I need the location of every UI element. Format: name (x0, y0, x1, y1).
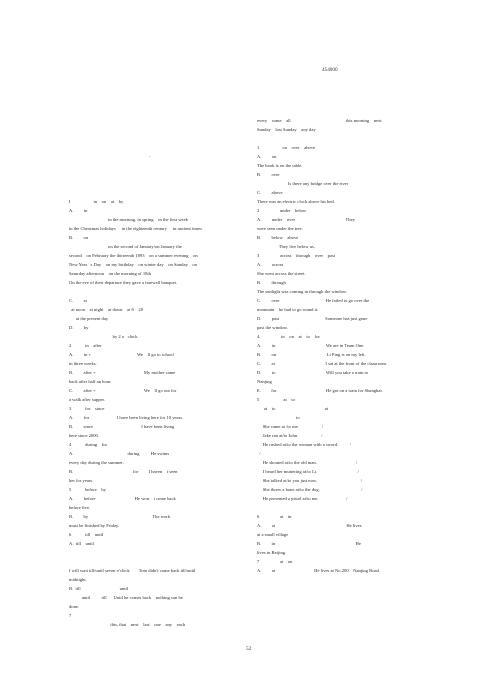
page-number: 52 (246, 646, 252, 652)
text-line: lives in Beijing. (257, 550, 287, 555)
text-line: B. by The work (69, 514, 171, 519)
text-line: 3 across through over past (257, 253, 336, 258)
text-line: at to at (257, 406, 329, 411)
text-line: second on February the thirteenth 1893 on a summer evening on (69, 253, 198, 258)
text-line: at noon at night at dawn at 6 20 (69, 307, 143, 312)
text-line: I will wait till/until seven o'clock Tom didn't come back till/until (69, 568, 196, 573)
text-line: Nanjing (257, 379, 272, 384)
text-line: at a small village (257, 532, 289, 537)
text-line: A. on (257, 154, 277, 159)
text-line: C. above (257, 190, 283, 195)
text-line: 6 at in (257, 514, 292, 519)
text-line: She went across the street. (257, 271, 306, 276)
text-line: A. under over They (257, 217, 355, 222)
text-line: 4 during for (69, 442, 108, 447)
text-line: A. in (69, 208, 88, 213)
text-line: I in on at by (69, 199, 124, 204)
text-line: before five. (69, 505, 91, 510)
text-line: New Year s Day on my birthday on winter day on Sunday on (69, 262, 197, 267)
text-line: He rushed at/to the woman with a sword. / (257, 442, 352, 447)
text-line: here since 2000. (69, 433, 99, 438)
text-line: midnight. (69, 577, 87, 582)
text-line: ' (149, 155, 150, 160)
text-line: B. on Li Ping is on my left. (257, 352, 366, 357)
text-line: 5 before by (69, 487, 106, 492)
text-line: every some all this morning next (257, 118, 382, 123)
text-line: on the second of January/on January the (69, 244, 182, 249)
text-line: at the present day (69, 316, 109, 321)
text-line: A. in We are in Team One. (257, 343, 365, 348)
text-line: D. to Will you take a train to (257, 370, 369, 375)
text-line: in the Christmas holidays in the eighteenth century in ancient times (69, 226, 202, 231)
text-line: this, that next last one any each (69, 622, 186, 627)
text-line: B. till until (69, 586, 129, 591)
text-line: done. (69, 604, 80, 609)
text-line: He shouted at/to the old man. / (257, 460, 358, 465)
text-line: He presented a pistol at/to me. / (257, 496, 348, 501)
text-line: a walk after supper. (69, 397, 105, 402)
text-line: Saturday afternoon on the morning of 18th (69, 271, 152, 276)
text-line: They live below us. (257, 244, 315, 249)
text-line: B. in He (257, 541, 361, 546)
document-code: 454000 (322, 67, 338, 73)
text-line: Sunday last Sunday any day (257, 127, 316, 132)
text-line: 7 at on (257, 559, 293, 564)
text-line: mountain he had to go round it. (257, 307, 319, 312)
text-line: C. over He failed to go over the (257, 298, 370, 303)
text-line: A. during He swims (69, 451, 170, 456)
text-line: The sunlight was coming in through the window. (257, 289, 348, 294)
text-line: her for years. (69, 478, 94, 483)
text-line: / (257, 451, 261, 456)
text-line: D. by (69, 325, 89, 330)
text-line: Is there any bridge over the river (257, 181, 349, 186)
text-line: 7 (69, 613, 72, 618)
text-line: The book is on the table. (257, 163, 303, 168)
text-line: B. through (257, 280, 286, 285)
text-line: A. till until (69, 541, 94, 546)
text-line: A. for I have been living here for 10 years. (69, 415, 184, 420)
text-line: B. for I haven t seen (69, 469, 178, 474)
text-line: 6 till until (69, 532, 104, 537)
text-line: back after half an hour. (69, 379, 112, 384)
text-line: 2 in after (69, 343, 102, 348)
text-line: C. at (69, 298, 87, 303)
text-line: in the morning, in spring in the first week (69, 217, 188, 222)
text-line: D. past Someone has just gone (257, 316, 368, 321)
text-line: B. over (257, 172, 280, 177)
text-line: A. at He lives at No.200 Nanjing Road. (257, 568, 380, 573)
text-line: 2 under below (257, 208, 307, 213)
text-line: I heard her muttering at/to Li. / (257, 469, 359, 474)
text-line: She came at /to me. / (257, 424, 324, 429)
text-line: 4. in on at to for (257, 334, 320, 339)
text-line: She talked at/to you just now. / (257, 478, 362, 483)
text-line: by 2 o clock (69, 334, 138, 339)
text-line: must be finished by Friday. (69, 523, 120, 528)
text-line: past the window. (257, 325, 288, 330)
text-line: 3 for since (69, 406, 105, 411)
text-line: A. at He lives (257, 523, 362, 528)
text-line: in three weeks. (69, 361, 97, 366)
text-line: B. on (69, 235, 89, 240)
text-line: On the eve of their departure they gave a farewell banquet. (69, 280, 178, 285)
text-line: There was an electric clock above his bed. (257, 199, 335, 204)
text-line: every day during the summer. (69, 460, 124, 465)
text-line: B. after + My mother came (69, 370, 176, 375)
text-line: Jake ran at/to John. / (257, 433, 323, 438)
text-line: A. before He won t come back (69, 496, 176, 501)
text-line: 1 on over above (257, 145, 316, 150)
text-line: until till Until he comes back nothing can be (69, 595, 183, 600)
text-line: She threw a bone at/to the dog. / (257, 487, 363, 492)
text-line: B. below above (257, 235, 299, 240)
text-line: 5 at to (257, 397, 295, 402)
text-line: A. in + We ll go to school (69, 352, 174, 357)
text-line: B. since I have been living (69, 424, 175, 429)
text-line: C. at I sat at the front of the classroom. (257, 361, 388, 366)
text-line: E. for He got on a train for Shanghai. (257, 388, 383, 393)
text-line: were seen under the tree. (257, 226, 303, 231)
text-line: C. after + We ll go out for (69, 388, 177, 393)
text-line: A. across (257, 262, 284, 267)
text-line: to (257, 415, 300, 420)
